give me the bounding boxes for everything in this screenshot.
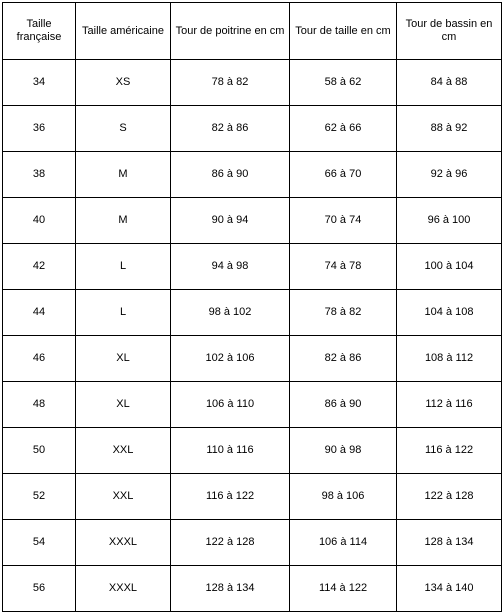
- us-size-cell: XL: [76, 382, 171, 428]
- hips-cell: 100 à 104: [397, 244, 502, 290]
- hips-cell: 116 à 122: [397, 428, 502, 474]
- chest-cell: 122 à 128: [171, 520, 290, 566]
- header-french-size: Taille française: [3, 3, 76, 60]
- french-size-cell: 44: [3, 290, 76, 336]
- french-size-cell: 56: [3, 566, 76, 612]
- chest-cell: 110 à 116: [171, 428, 290, 474]
- french-size-cell: 52: [3, 474, 76, 520]
- table-row: [3, 520, 502, 566]
- waist-cell: 86 à 90: [290, 382, 397, 428]
- us-size-cell: M: [76, 152, 171, 198]
- table-row: [3, 566, 502, 612]
- table-row: [3, 244, 502, 290]
- table-row: [3, 152, 502, 198]
- french-size-cell: 38: [3, 152, 76, 198]
- us-size-cell: S: [76, 106, 171, 152]
- us-size-cell: XL: [76, 336, 171, 382]
- us-size-cell: XXXL: [76, 566, 171, 612]
- table-row: [3, 336, 502, 382]
- french-size-cell: 50: [3, 428, 76, 474]
- waist-cell: 58 à 62: [290, 60, 397, 106]
- french-size-cell: 42: [3, 244, 76, 290]
- chest-cell: 128 à 134: [171, 566, 290, 612]
- us-size-cell: XS: [76, 60, 171, 106]
- header-row: [3, 3, 502, 60]
- table-row: [3, 60, 502, 106]
- waist-cell: 90 à 98: [290, 428, 397, 474]
- table-row: [3, 198, 502, 244]
- french-size-cell: 36: [3, 106, 76, 152]
- chest-cell: 102 à 106: [171, 336, 290, 382]
- table-row: [3, 106, 502, 152]
- hips-cell: 128 à 134: [397, 520, 502, 566]
- hips-cell: 108 à 112: [397, 336, 502, 382]
- waist-cell: 70 à 74: [290, 198, 397, 244]
- header-hips: Tour de bassin en cm: [397, 3, 502, 60]
- french-size-cell: 54: [3, 520, 76, 566]
- waist-cell: 74 à 78: [290, 244, 397, 290]
- table-row: [3, 382, 502, 428]
- waist-cell: 62 à 66: [290, 106, 397, 152]
- french-size-cell: 34: [3, 60, 76, 106]
- chest-cell: 86 à 90: [171, 152, 290, 198]
- hips-cell: 88 à 92: [397, 106, 502, 152]
- us-size-cell: XXL: [76, 474, 171, 520]
- table-row: [3, 428, 502, 474]
- header-us-size: Taille américaine: [76, 3, 171, 60]
- size-chart-table: [2, 2, 502, 612]
- chest-cell: 82 à 86: [171, 106, 290, 152]
- waist-cell: 78 à 82: [290, 290, 397, 336]
- hips-cell: 84 à 88: [397, 60, 502, 106]
- us-size-cell: XXXL: [76, 520, 171, 566]
- waist-cell: 98 à 106: [290, 474, 397, 520]
- waist-cell: 82 à 86: [290, 336, 397, 382]
- chest-cell: 98 à 102: [171, 290, 290, 336]
- chest-cell: 106 à 110: [171, 382, 290, 428]
- hips-cell: 134 à 140: [397, 566, 502, 612]
- hips-cell: 104 à 108: [397, 290, 502, 336]
- us-size-cell: L: [76, 244, 171, 290]
- table-body: [3, 60, 502, 612]
- hips-cell: 112 à 116: [397, 382, 502, 428]
- table-row: [3, 290, 502, 336]
- hips-cell: 122 à 128: [397, 474, 502, 520]
- french-size-cell: 40: [3, 198, 76, 244]
- table-row: [3, 474, 502, 520]
- chest-cell: 116 à 122: [171, 474, 290, 520]
- us-size-cell: M: [76, 198, 171, 244]
- chest-cell: 78 à 82: [171, 60, 290, 106]
- header-chest: Tour de poitrine en cm: [171, 3, 290, 60]
- chest-cell: 90 à 94: [171, 198, 290, 244]
- table-header: [3, 3, 502, 60]
- french-size-cell: 46: [3, 336, 76, 382]
- us-size-cell: XXL: [76, 428, 171, 474]
- hips-cell: 92 à 96: [397, 152, 502, 198]
- header-waist: Tour de taille en cm: [290, 3, 397, 60]
- waist-cell: 114 à 122: [290, 566, 397, 612]
- hips-cell: 96 à 100: [397, 198, 502, 244]
- chest-cell: 94 à 98: [171, 244, 290, 290]
- us-size-cell: L: [76, 290, 171, 336]
- waist-cell: 66 à 70: [290, 152, 397, 198]
- waist-cell: 106 à 114: [290, 520, 397, 566]
- french-size-cell: 48: [3, 382, 76, 428]
